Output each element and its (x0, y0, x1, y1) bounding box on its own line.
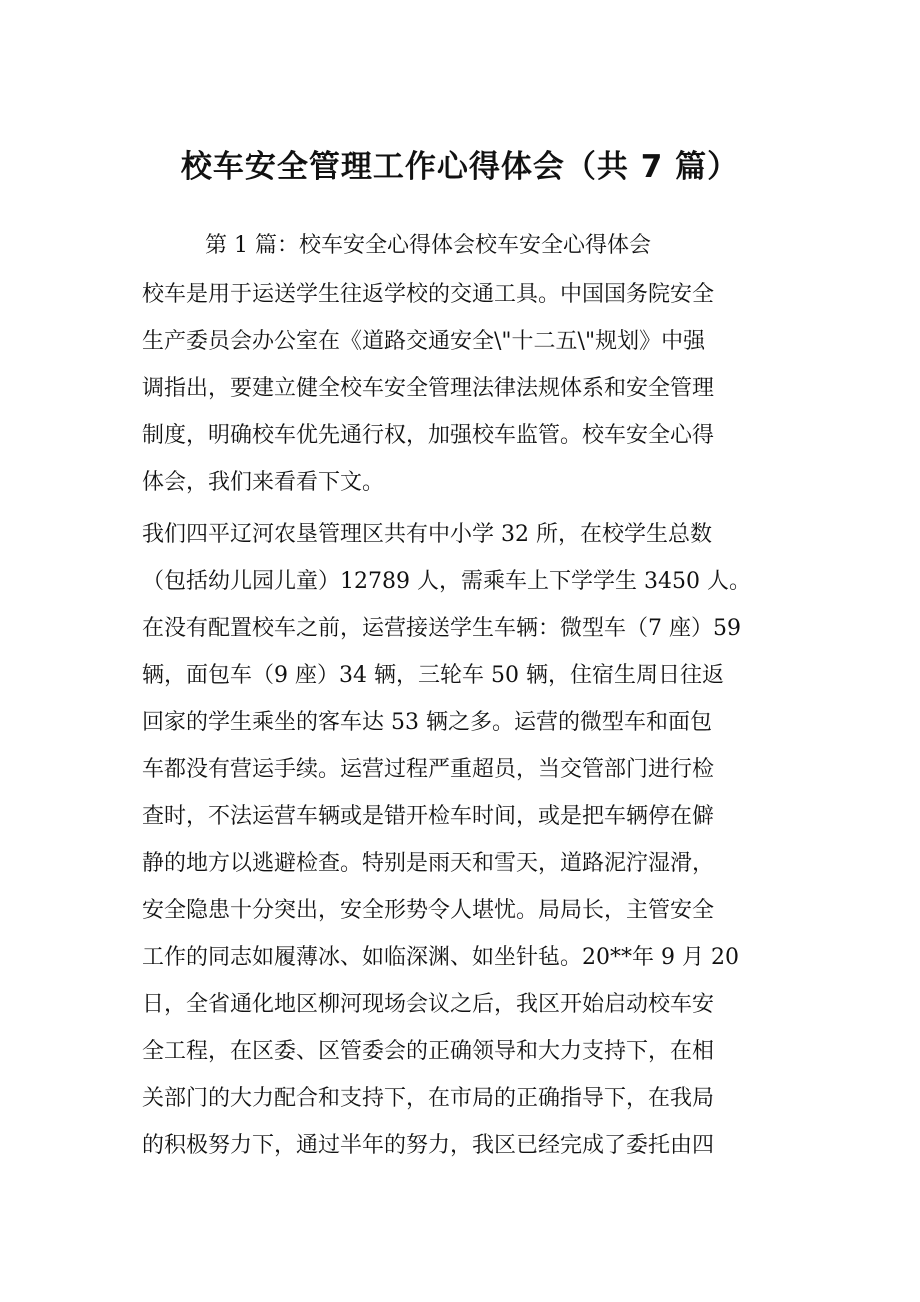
body-line: 辆，面包车（9 座）34 辆，三轮车 50 辆，住宿生周日往返 (142, 663, 724, 688)
body-line: 回家的学生乘坐的客车达 53 辆之多。运营的微型车和面包 (142, 710, 712, 735)
body-line: 静的地方以逃避检查。特别是雨天和雪天，道路泥泞湿滑， (142, 851, 715, 876)
body-line: 校车是用于运送学生往返学校的交通工具。中国国务院安全 (142, 282, 715, 307)
body-line: 我们四平辽河农垦管理区共有中小学 32 所，在校学生总数 (142, 522, 712, 547)
body-line: 查时，不法运营车辆或是错开检车时间，或是把车辆停在僻 (142, 804, 715, 829)
section-heading: 第 1 篇：校车安全心得体会校车安全心得体会 (205, 233, 651, 258)
body-line: 全工程，在区委、区管委会的正确领导和大力支持下，在相 (142, 1039, 715, 1064)
body-line: 日，全省通化地区柳河现场会议之后，我区开始启动校车安 (142, 992, 715, 1017)
body-line: 在没有配置校车之前，运营接送学生车辆：微型车（7 座）59 (142, 616, 741, 641)
body-line: 工作的同志如履薄冰、如临深渊、如坐针毡。20**年 9 月 20 (142, 945, 739, 970)
document-title: 校车安全管理工作心得体会（共 7 篇） (180, 149, 740, 185)
body-line: 体会，我们来看看下文。 (142, 470, 385, 495)
body-line: （包括幼儿园儿童）12789 人，需乘车上下学学生 3450 人。 (142, 569, 751, 594)
body-line: 生产委员会办公室在《道路交通安全\"十二五\"规划》中强 (142, 329, 706, 354)
body-line: 调指出，要建立健全校车安全管理法律法规体系和安全管理 (142, 376, 715, 401)
body-line: 车都没有营运手续。运营过程严重超员，当交管部门进行检 (142, 757, 715, 782)
body-line: 安全隐患十分突出，安全形势令人堪忧。局局长，主管安全 (142, 898, 715, 923)
body-line: 的积极努力下，通过半年的努力，我区已经完成了委托由四 (142, 1133, 715, 1158)
body-line: 制度，明确校车优先通行权，加强校车监管。校车安全心得 (142, 423, 715, 448)
body-line: 关部门的大力配合和支持下，在市局的正确指导下，在我局 (142, 1086, 715, 1111)
